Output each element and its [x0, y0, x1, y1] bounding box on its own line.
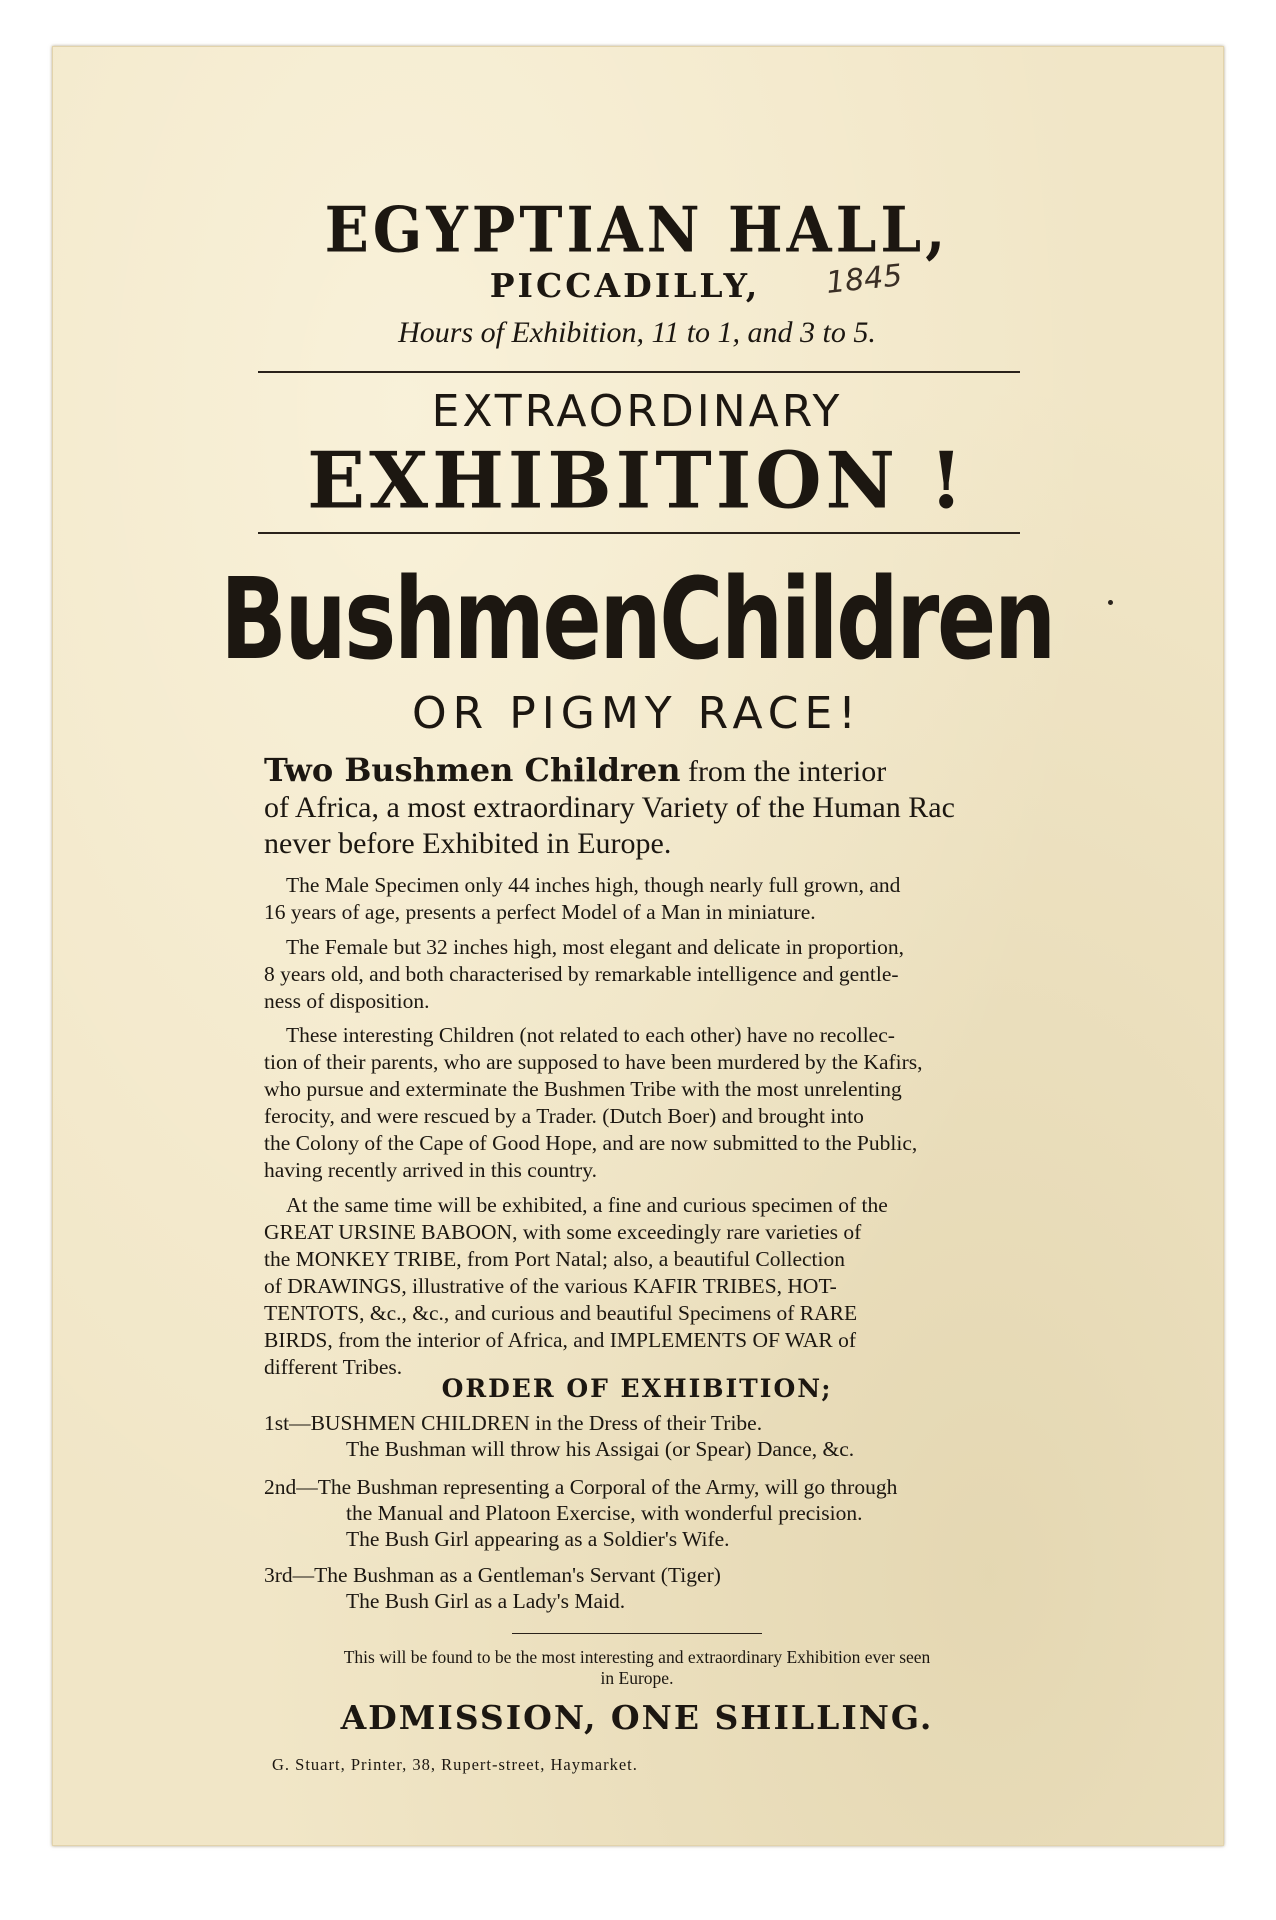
history-line-4: ferocity, and were rescued by a Trader. (Dutch Boer) and brought into	[264, 1104, 864, 1128]
order-3-line-1: The Bushman as a Gentleman's Servant (Tiger)	[314, 1563, 721, 1587]
intro-paragraph	[264, 752, 1064, 862]
divider-bottom	[512, 1633, 762, 1634]
male-paragraph	[264, 872, 1064, 926]
printer-credit: G. Stuart, Printer, 38, Rupert-street, Haymarket.	[272, 1755, 638, 1774]
history-line-6: having recently arrived in this country.	[264, 1158, 597, 1182]
exhibition-hours: Hours of Exhibition, 11 to 1, and 3 to 5.	[398, 316, 876, 349]
order-2-line-1: The Bushman representing a Corporal of the Army, will go through	[317, 1475, 898, 1499]
order-num-3: 3rd—	[264, 1563, 315, 1587]
baboon-line-2: GREAT URSINE BABOON, with some exceedingly rare varieties of	[264, 1220, 862, 1244]
admission-price: ADMISSION, ONE SHILLING.	[340, 1698, 934, 1737]
footer-note-line-1: This will be found to be the most interesting and extraordinary Exhibition ever seen	[343, 1647, 931, 1667]
order-1-line-1: BUSHMEN CHILDREN in the Dress of their Tribe.	[310, 1411, 763, 1435]
intro-line3: never before Exhibited in Europe.	[264, 827, 672, 860]
order-heading: ORDER OF EXHIBITION;	[441, 1374, 833, 1403]
footer-note	[52, 1647, 1222, 1689]
female-line-1: The Female but 32 inches high, most elegant and delicate in proportion,	[286, 935, 904, 959]
order-2-line-3: The Bush Girl appearing as a Soldier's Wife.	[346, 1527, 730, 1551]
female-paragraph	[264, 934, 1064, 1015]
history-line-5: the Colony of the Cape of Good Hope, and are now submitted to the Public,	[264, 1131, 918, 1155]
order-2-line-2: the Manual and Platoon Exercise, with wonderful precision.	[346, 1501, 863, 1525]
street-title: PICCADILLY,	[489, 266, 761, 305]
order-item-3	[264, 1562, 1064, 1614]
order-1-line-2: The Bushman will throw his Assigai (or Spear) Dance, &c.	[346, 1437, 855, 1461]
baboon-line-3: the MONKEY TRIBE, from Port Natal; also, a beautiful Collection	[264, 1247, 845, 1271]
intro-line1: from the interior	[680, 755, 887, 788]
baboon-paragraph	[264, 1192, 1064, 1381]
main-headline: BushmenChildren	[220, 555, 1054, 685]
baboon-line-6: BIRDS, from the interior of Africa, and IMPLEMENTS OF WAR of	[264, 1328, 856, 1352]
male-line-2: 16 years of age, presents a perfect Model of a Man in miniature.	[264, 900, 816, 924]
female-line-2: 8 years old, and both characterised by remarkable intelligence and gentle-	[264, 962, 899, 986]
history-paragraph	[264, 1022, 1064, 1184]
order-num-2: 2nd—	[264, 1475, 318, 1499]
intro-line2: of Africa, a most extraordinary Variety of the Human Rac	[264, 791, 955, 824]
order-num-1: 1st—	[264, 1411, 311, 1435]
subtitle-heading: OR PIGMY RACE!	[412, 688, 862, 739]
divider-middle	[258, 532, 1020, 534]
exhibition-heading: EXHIBITION !	[307, 435, 967, 526]
baboon-line-4: of DRAWINGS, illustrative of the various KAFIR TRIBES, HOT-	[264, 1274, 837, 1298]
baboon-line-1: At the same time will be exhibited, a fine and curious specimen of the	[286, 1193, 888, 1217]
intro-lead-bold: Two Bushmen Children	[264, 751, 681, 789]
handwritten-year: 1845	[824, 258, 904, 301]
male-line-1: The Male Specimen only 44 inches high, though nearly full grown, and	[286, 873, 901, 897]
baboon-line-5: TENTOTS, &c., &c., and curious and beautiful Specimens of RARE	[264, 1301, 858, 1325]
order-item-2	[264, 1474, 1064, 1552]
footer-note-line-2: in Europe.	[600, 1668, 674, 1688]
baboon-line-7: different Tribes.	[264, 1355, 403, 1379]
history-line-3: who pursue and exterminate the Bushmen Tribe with the most unrelenting	[264, 1077, 902, 1101]
female-line-3: ness of disposition.	[264, 989, 430, 1013]
history-line-1: These interesting Children (not related to each other) have no recollec-	[286, 1023, 895, 1047]
venue-title: EGYPTIAN HALL,	[324, 193, 950, 267]
order-3-line-2: The Bush Girl as a Lady's Maid.	[346, 1589, 626, 1613]
extraordinary-heading: EXTRAORDINARY	[431, 386, 843, 437]
ink-speck	[1108, 600, 1113, 605]
order-item-1	[264, 1410, 1064, 1462]
divider-top	[258, 371, 1020, 373]
history-line-2: tion of their parents, who are supposed to have been murdered by the Kafirs,	[264, 1050, 923, 1074]
